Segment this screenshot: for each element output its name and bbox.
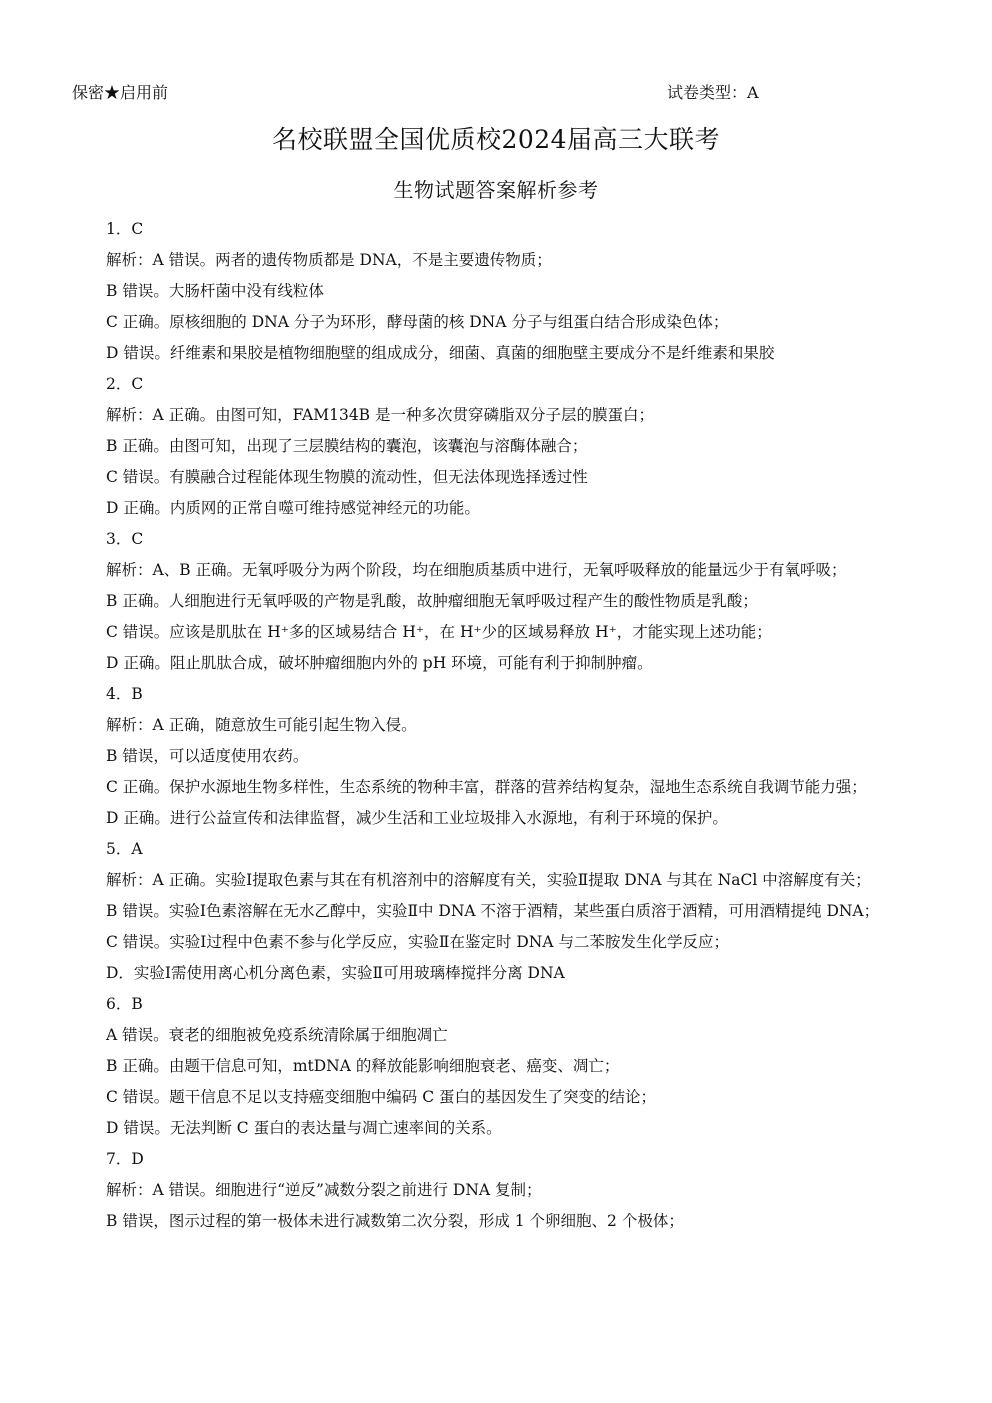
answer-line: 解析：A 错误。两者的遗传物质都是 DNA，不是主要遗传物质； bbox=[106, 251, 552, 269]
document-subtitle: 生物试题答案解析参考 bbox=[393, 178, 599, 202]
answer-line: D 正确。内质网的正常自噬可维持感觉神经元的功能。 bbox=[106, 499, 480, 517]
question-number: 7．D bbox=[106, 1150, 144, 1168]
answer-line: 解析：A 错误。细胞进行“逆反”减数分裂之前进行 DNA 复制； bbox=[106, 1181, 542, 1199]
answer-line: B 错误。实验Ⅰ色素溶解在无水乙醇中，实验Ⅱ中 DNA 不溶于酒精，某些蛋白质溶于酒精，可用酒精提纯 DNA； bbox=[106, 902, 880, 920]
answer-line: C 错误。应该是肌肽在 H⁺多的区域易结合 H⁺，在 H⁺少的区域易释放 H⁺，才能实现上述功能； bbox=[106, 623, 772, 641]
answer-line: B 正确。人细胞进行无氧呼吸的产物是乳酸，故肿瘤细胞无氧呼吸过程产生的酸性物质是乳酸； bbox=[106, 592, 758, 610]
document-title: 名校联盟全国优质校2024届高三大联考 bbox=[271, 125, 721, 154]
answer-line: B 错误。大肠杆菌中没有线粒体 bbox=[106, 282, 324, 300]
question-number: 3．C bbox=[106, 530, 144, 548]
question-number: 5．A bbox=[106, 840, 143, 858]
answer-line: 解析：A 正确。由图可知，FAM134B 是一种多次贯穿磷脂双分子层的膜蛋白； bbox=[106, 406, 654, 424]
answer-line: A 错误。衰老的细胞被免疫系统清除属于细胞凋亡 bbox=[106, 1026, 448, 1044]
confidential-label: 保密★启用前 bbox=[72, 83, 169, 102]
question-number: 1．C bbox=[106, 220, 144, 238]
answer-line: B 错误，可以适度使用农药。 bbox=[106, 747, 309, 765]
answer-line: C 正确。保护水源地生物多样性，生态系统的物种丰富，群落的营养结构复杂，湿地生态系统自我调节能力强； bbox=[106, 778, 867, 796]
question-number: 4．B bbox=[106, 685, 143, 703]
paper-type-label: 试卷类型：A bbox=[667, 83, 759, 102]
question-number: 6．B bbox=[106, 995, 143, 1013]
answer-line: C 错误。题干信息不足以支持癌变细胞中编码 C 蛋白的基因发生了突变的结论； bbox=[106, 1088, 657, 1106]
answer-body bbox=[72, 214, 922, 1237]
answer-line: 解析：A 正确。实验Ⅰ提取色素与其在有机溶剂中的溶解度有关，实验Ⅱ提取 DNA 与其在 NaCl 中溶解度有关； bbox=[106, 871, 871, 889]
answer-line: D 正确。进行公益宣传和法律监督，减少生活和工业垃圾排入水源地，有利于环境的保护。 bbox=[106, 809, 728, 827]
answer-line: D．实验Ⅰ需使用离心机分离色素，实验Ⅱ可用玻璃棒搅拌分离 DNA bbox=[106, 964, 565, 982]
answer-line: B 正确。由题干信息可知，mtDNA 的释放能影响细胞衰老、癌变、凋亡； bbox=[106, 1057, 620, 1075]
question-number: 2．C bbox=[106, 375, 144, 393]
answer-line: C 正确。原核细胞的 DNA 分子为环形，酵母菌的核 DNA 分子与组蛋白结合形成染色体； bbox=[106, 313, 729, 331]
answer-line: D 错误。纤维素和果胶是植物细胞壁的组成成分，细菌、真菌的细胞壁主要成分不是纤维素和果胶 bbox=[106, 344, 775, 362]
answer-line: C 错误。实验Ⅰ过程中色素不参与化学反应，实验Ⅱ在鉴定时 DNA 与二苯胺发生化学反应； bbox=[106, 933, 729, 951]
answer-line: C 错误。有膜融合过程能体现生物膜的流动性，但无法体现选择透过性 bbox=[106, 468, 588, 486]
answer-line: 解析：A 正确，随意放生可能引起生物入侵。 bbox=[106, 716, 417, 734]
answer-line: D 错误。无法判断 C 蛋白的表达量与凋亡速率间的关系。 bbox=[106, 1119, 502, 1137]
answer-line: B 错误，图示过程的第一极体未进行减数第二次分裂，形成 1 个卵细胞、2 个极体； bbox=[106, 1212, 684, 1230]
answer-line: D 正确。阻止肌肽合成，破坏肿瘤细胞内外的 pH 环境，可能有利于抑制肿瘤。 bbox=[106, 654, 653, 672]
answer-line: B 正确。由图可知，出现了三层膜结构的囊泡，该囊泡与溶酶体融合； bbox=[106, 437, 588, 455]
answer-line: 解析：A、B 正确。无氧呼吸分为两个阶段，均在细胞质基质中进行，无氧呼吸释放的能量远少于有氧呼吸； bbox=[106, 561, 847, 579]
